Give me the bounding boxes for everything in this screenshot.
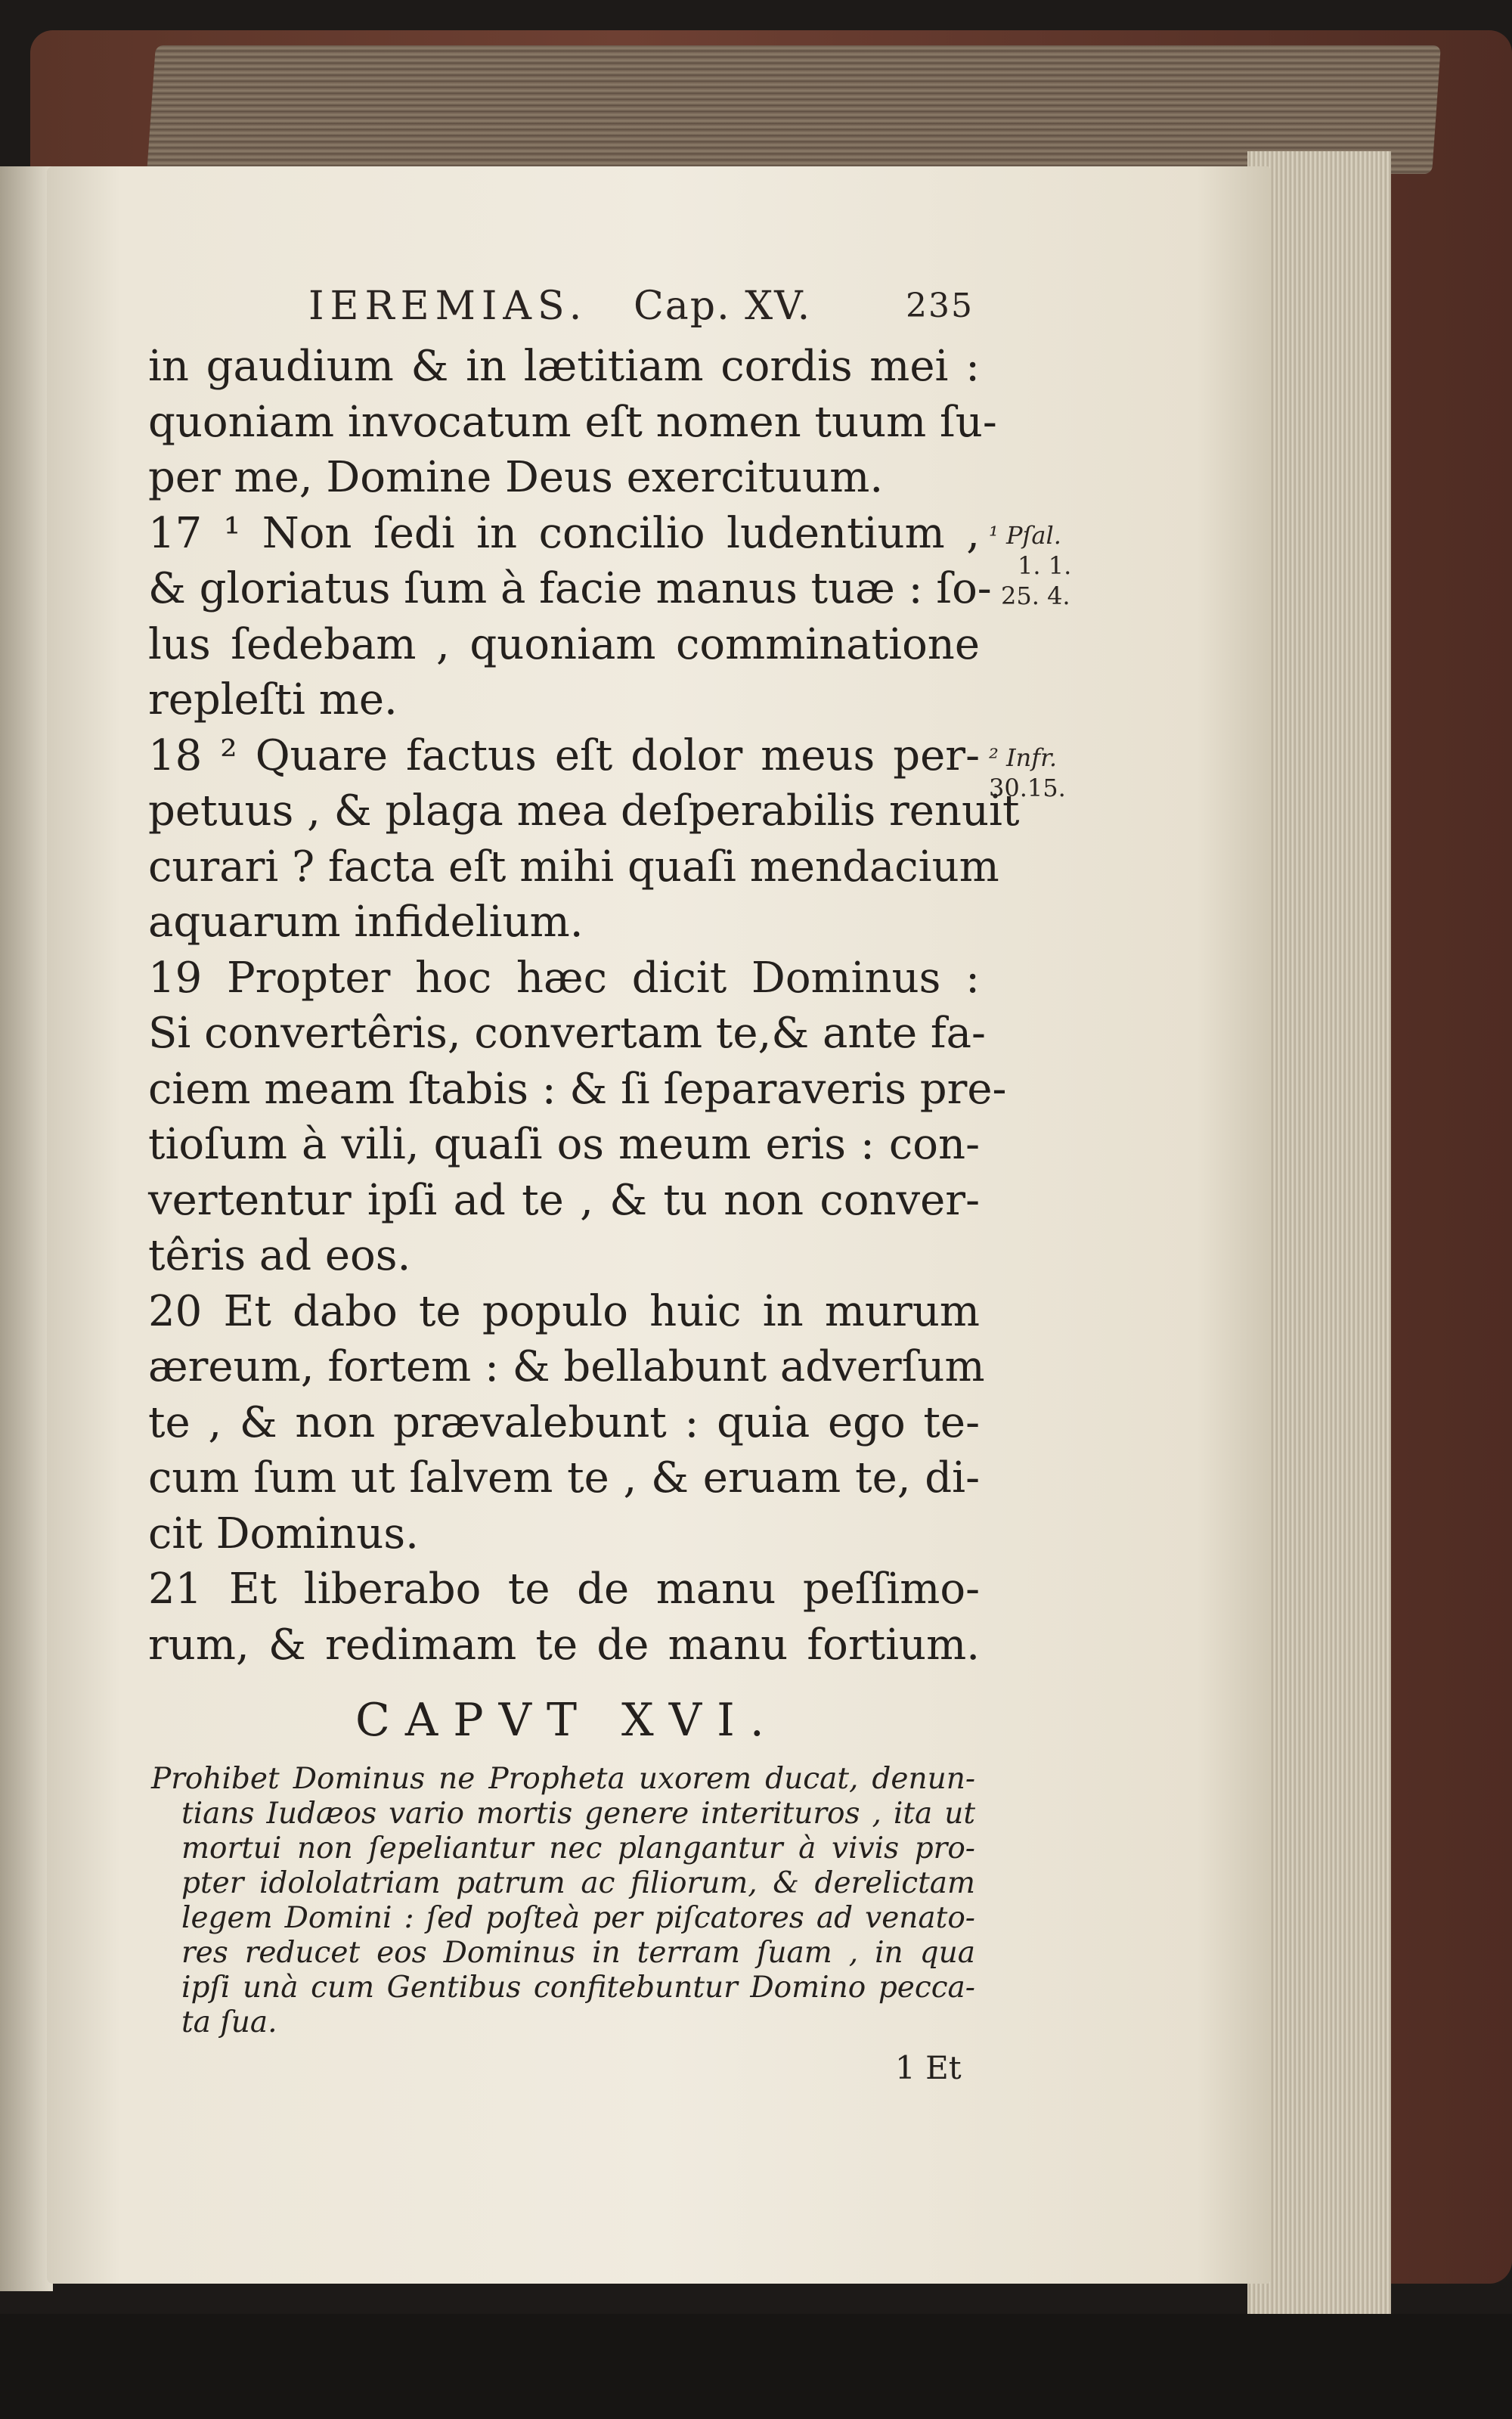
page-number: 235 xyxy=(906,287,974,325)
text-line: lus ſedebam , quoniam comminatione xyxy=(148,619,980,669)
text-line: vertentur ipſi ad te , & tu non conver- xyxy=(148,1175,980,1225)
margin-ref: 30.15. xyxy=(989,774,1066,802)
chapter-summary xyxy=(151,1762,975,2040)
summary-line: ipſi unà cum Gentibus confitebuntur Domino pecca- xyxy=(181,1971,975,2005)
running-header xyxy=(308,284,974,336)
margin-marker: ² xyxy=(989,743,999,772)
text-line: quoniam invocatum eſt nomen tuum ſu- xyxy=(148,397,997,447)
summary-line: res reducet eos Dominus in terram ſuam , in qua xyxy=(181,1936,975,1970)
margin-ref: 25. 4. xyxy=(1001,581,1070,610)
text-line: 19 Propter hoc hæc dicit Dominus : xyxy=(148,953,980,1003)
margin-note xyxy=(989,743,1066,803)
running-title: IEREMIAS. xyxy=(308,284,588,329)
margin-ref: Pſal. xyxy=(1006,521,1061,550)
text-line: te , & non prævalebunt : quia ego te- xyxy=(148,1397,980,1447)
margin-ref: 1. 1. xyxy=(1018,551,1072,580)
text-line: aquarum infidelium. xyxy=(148,898,584,947)
chapter-label: Cap. XV. xyxy=(634,284,812,329)
text-line: & gloriatus ſum à facie manus tuæ : ſo- xyxy=(148,564,992,613)
text-line: tioſum à vili, quaſi os meum eris : con- xyxy=(148,1120,980,1169)
facing-page-edge xyxy=(0,166,53,2291)
summary-line: ta ſua. xyxy=(181,2005,277,2039)
summary-line: pter idololatriam patrum ac filiorum, & derelictam xyxy=(181,1866,975,1900)
summary-line: legem Domini : ſed poſteà per piſcatores ad venato- xyxy=(181,1901,975,1935)
summary-line: mortui non ſepeliantur nec plangantur à vivis pro- xyxy=(181,1831,975,1865)
catchword: 1 Et xyxy=(895,2049,962,2086)
text-line: repleſti me. xyxy=(148,675,398,724)
text-line: cum ſum ut ſalvem te , & eruam te, di- xyxy=(148,1453,980,1503)
text-line: Si convertêris, convertam te,& ante fa- xyxy=(148,1009,986,1058)
chapter-heading: CAPVT XVI. xyxy=(355,1694,779,1747)
text-line: 17 ¹ Non ſedi in concilio ludentium , xyxy=(148,508,980,558)
text-line: ciem meam ſtabis : & ſi ſeparaveris pre- xyxy=(148,1064,1007,1114)
margin-ref: Infr. xyxy=(1006,743,1058,772)
text-line: rum, & redimam te de manu fortium. xyxy=(148,1620,980,1670)
text-line: 20 Et dabo te populo huic in murum xyxy=(148,1286,980,1336)
body-text xyxy=(148,339,1020,1673)
text-line: curari ? facta eſt mihi quaſi mendacium xyxy=(148,842,999,892)
margin-marker: ¹ xyxy=(989,521,999,550)
text-line: 18 ² Quare factus eſt dolor meus per- xyxy=(148,730,980,780)
margin-note xyxy=(989,520,1071,611)
text-line: in gaudium & in lætitiam cordis mei : xyxy=(148,342,980,391)
summary-line: Prohibet Dominus ne Propheta uxorem ducat, denun- xyxy=(151,1762,975,1796)
text-line: petuus , & plaga mea deſperabilis renuit xyxy=(148,786,1020,836)
text-line: cit Dominus. xyxy=(148,1509,419,1558)
summary-line: tians Iudæos vario mortis genere interituros , ita ut xyxy=(181,1797,975,1831)
text-line: têris ad eos. xyxy=(148,1231,411,1280)
background-shadow xyxy=(0,2314,1512,2419)
text-line: 21 Et liberabo te de manu peſſimo- xyxy=(148,1565,980,1614)
text-line: per me, Domine Deus exercituum. xyxy=(148,453,884,502)
text-line: æreum, fortem : & bellabunt adverſum xyxy=(148,1342,985,1391)
